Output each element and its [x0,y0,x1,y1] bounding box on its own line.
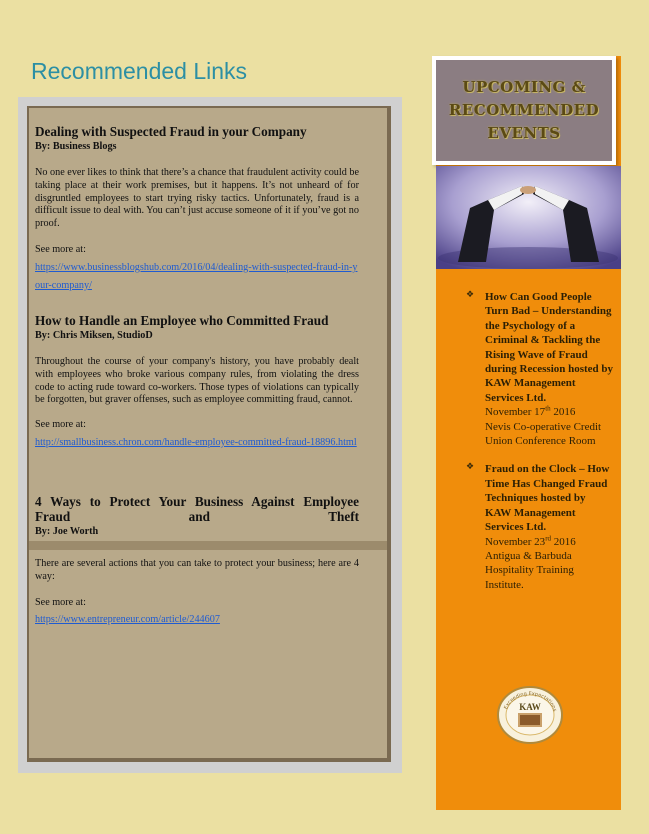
logo-ring-text: Exceeding Expectations [503,690,558,713]
recommended-links-content [29,108,387,758]
article-link[interactable]: https://www.businessblogshub.com/2016/04/dealing-with-suspected-fraud-in-your-company/ [35,261,358,291]
article-1 [35,124,359,293]
see-more-label: See more at: [35,243,86,255]
article-3 [35,494,359,538]
event-item [466,290,614,448]
article-link[interactable]: https://www.entrepreneur.com/article/244607 [35,614,220,626]
diamond-bullet-icon: ❖ [466,462,475,473]
events-header-line: RECOMMENDED [448,101,600,119]
section-divider [29,541,387,550]
article-title: 4 Ways to Protect Your Business Against Employee Fraud and Theft [35,494,359,524]
article-2 [35,313,359,450]
article-byline: By: Chris Miksen, StudioD [35,330,153,341]
handshake-image [436,166,621,269]
article-title: How to Handle an Employee who Committed Fraud [35,313,329,328]
logo-label: KAW [519,702,541,712]
article-byline: By: Joe Worth [35,526,99,537]
recommended-links-panel [27,106,391,762]
kaw-logo [497,686,563,744]
events-header [432,56,616,165]
event-item [466,462,614,592]
event-date: November 23rd 2016 [485,533,576,548]
recommended-links-frame [18,97,402,773]
events-header-line: UPCOMING & [462,78,586,96]
diamond-bullet-icon: ❖ [466,290,475,300]
article-body: There are several actions that you can take to protect your business; here are 4 way: [35,558,359,582]
article-title: Dealing with Suspected Fraud in your Company [35,124,307,139]
article-byline: By: Business Blogs [35,141,117,152]
article-body: No one ever likes to think that there’s a chance that fraudulent activity could be taking place at their work premises, but it happens. It’s not unheard of for disgruntled employees to start trying risky tactics. Unfortunately, fraud is a difficult issue to deal with. You can’t just accuse someone of it if you’ve got no proof. [35,167,359,230]
event-date: November 17th 2016 [485,404,576,419]
event-title: How Can Good People Turn Bad – Understanding the Psychology of a Criminal & Tackling the Rising Wave of Fraud during Recession hosted by KAW Management Services Ltd. [485,291,614,404]
events-list [466,290,614,604]
article-3-body [35,558,359,627]
see-more-label: See more at: [35,596,86,608]
event-location: Nevis Co-operative Credit Union Conference Room [485,420,602,448]
event-title: Fraud on the Clock – How Time Has Changed Fraud Techniques hosted by KAW Management Services Ltd. [485,463,610,534]
page-title: Recommended Links [31,58,248,84]
article-body: Throughout the course of your company's history, you have probably dealt with employees who broke various company rules, from violating the dress code to acting rude toward co-workers. Those types of violations can typically be forgotten, but graver offenses, such as employee committing fraud, cannot. [35,356,359,406]
event-location: Antigua & Barbuda Hospitality Training Institute. [485,549,574,591]
article-link[interactable]: http://smallbusiness.chron.com/handle-employee-committed-fraud-18896.html [35,436,357,448]
events-header-line: EVENTS [487,124,561,142]
see-more-label: See more at: [35,419,86,431]
